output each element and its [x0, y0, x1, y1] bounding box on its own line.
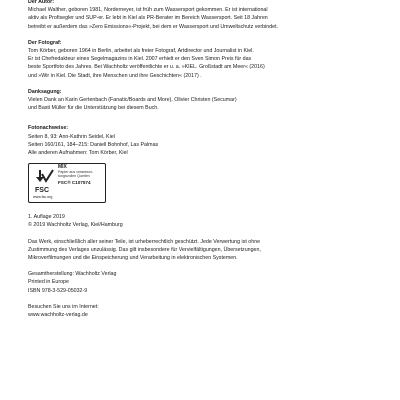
- author-heading: Der Autor:: [28, 0, 54, 5]
- thanks-line: Vielen Dank an Karin Gertenbach (Fanatic/Boards and More), Olivier Christen (Secumar): [28, 97, 237, 104]
- photo-credit-line: Seiten 160/161, 184–215: Daniell Bohnhof, Las Palmas: [28, 141, 159, 148]
- imprint-content: [28, 0, 390, 319]
- edition-line: 1. Auflage 2019: [28, 214, 65, 221]
- photographer-heading: Der Fotograf:: [28, 39, 62, 46]
- fsc-mix-label: MIX: [58, 164, 67, 171]
- production-line: Gesamtherstellung: Wachholtz Verlag: [28, 271, 117, 278]
- thanks-line: und Basti Müller für die Unterstützung bei diesem Buch.: [28, 105, 159, 112]
- fsc-description: Papier aus verantwor-: [58, 170, 94, 175]
- legal-line: Mikroverfilmungen und die Einspeicherung und Verarbeitung in elektronischen Systemen.: [28, 255, 238, 262]
- fsc-url: www.fsc.org: [33, 195, 53, 200]
- thanks-heading: Danksagung:: [28, 88, 62, 95]
- photo-credit-line: Alle anderen Aufnahmen: Tom Körber, Kiel: [28, 150, 128, 157]
- production-line: Printed in Europe: [28, 279, 69, 286]
- fsc-license-code: FSC® C107574: [58, 179, 91, 185]
- fsc-logo-text: FSC: [35, 187, 49, 195]
- author-line: betreibt er außerdem das »Zero Emissions«-Projekt, bei dem er Wassersport und Umweltschutz verbindet.: [28, 23, 279, 30]
- legal-line: Zustimmung des Verlages unzulässig. Das gilt insbesondere für Vervielfältigungen, Übersetzungen,: [28, 246, 261, 253]
- author-line: aktiv als Profisegler und SUP-er. Er lebt in Kiel als PR-Berater im Bereich Wassersport. Seit 18 Jahren: [28, 15, 268, 22]
- photographer-line: Er ist Chefredakteur eines Segelmagazins in Kiel. 2007 erhielt er den Sven Simon Preis für das: [28, 56, 252, 63]
- photographer-line: Tom Körber, geboren 1964 in Berlin, arbeitet als freier Fotograf, Artdirector und Journalist in Kiel.: [28, 48, 254, 55]
- fsc-label-box: [28, 163, 106, 203]
- photo-credit-line: Seiten 8, 93: Ann-Kathrin Seidel, Kiel: [28, 133, 115, 140]
- fsc-label-text: [58, 165, 93, 184]
- photo-credits-heading: Fotonachweise:: [28, 125, 69, 132]
- internet-line: Besuchen Sie uns im Internet:: [28, 303, 99, 310]
- fsc-description: tungsvollen Quellen: [58, 174, 90, 179]
- fsc-tree-check-logo-icon: [33, 168, 55, 196]
- photographer-line: beste Sportfoto des Jahres. Bei Wachholtz veröffentlichte er u. a. »KIEL. Großstadt am Meer« (2016): [28, 64, 265, 71]
- publisher-website-link[interactable]: www.wachholtz-verlag.de: [28, 312, 88, 319]
- copyright-line: © 2019 Wachholtz Verlag, Kiel/Hamburg: [28, 222, 123, 229]
- author-line: Michael Walther, geboren 1981, Norderneyer, ist früh zum Wassersport gekommen. Er ist international: [28, 7, 268, 14]
- legal-line: Das Werk, einschließlich aller seiner Teile, ist urheberrechtlich geschützt. Jede Verwertung ist ohne: [28, 238, 261, 245]
- photographer-line: und »Wir in Kiel. Die Stadt, ihre Menschen und ihre Geschichten« (2017) .: [28, 72, 202, 79]
- isbn-line: ISBN 978-3-529-05032-9: [28, 287, 88, 294]
